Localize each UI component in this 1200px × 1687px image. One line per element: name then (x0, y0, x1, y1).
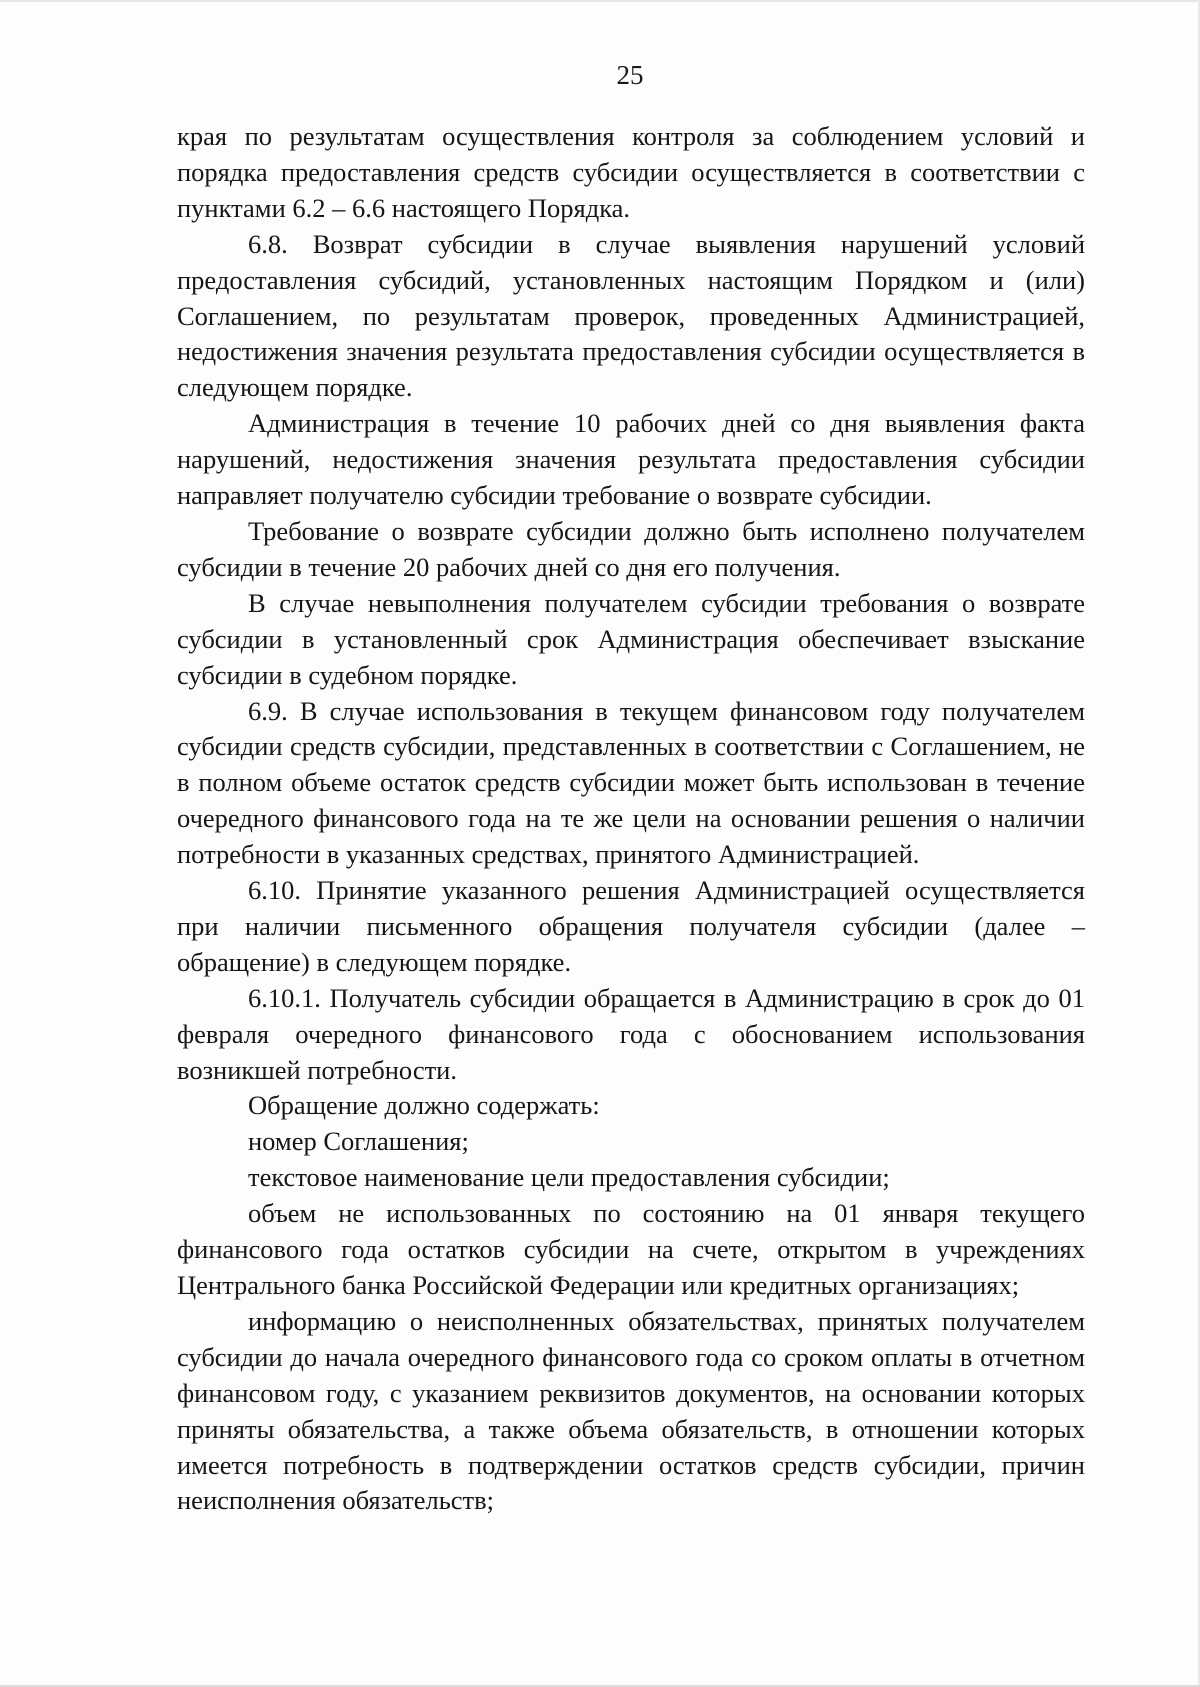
paragraph-6-9: 6.9. В случае использования в текущем финансовом году получателем субсидии средств субсидии, представленных в соответствии с Соглашением, не в полном объеме остаток средств субсидии может быть использован в течение очередного финансового года на те же цели на основании решения о наличии потребности в указанных средствах, принятого Администрацией. (177, 695, 1085, 870)
paragraph-6-10: 6.10. Принятие указанного решения Администрацией осуществляется при наличии письменного обращения получателя субсидии (далее – обращение) в следующем порядке. (177, 875, 1085, 977)
paragraph-6-8: 6.8. Возврат субсидии в случае выявления нарушений условий предоставления субсидий, установленных настоящим Порядком и (или) Соглашением, по результатам проверок, проведенных Администрацией, недостижения значения результата предоставления субсидии осуществляется в следующем порядке. (177, 228, 1085, 403)
document-body (177, 119, 1085, 1519)
paragraph-6-10-1: 6.10.1. Получатель субсидии обращается в Администрацию в срок до 01 февраля очередного финансового года с обоснованием использования возникшей потребности. (177, 982, 1085, 1085)
page-number: 25 (616, 60, 644, 90)
paragraph-request-contents: Обращение должно содержать: (248, 1090, 600, 1121)
paragraph-administration-10-days: Администрация в течение 10 рабочих дней со дня выявления факта нарушений, недостижения значения результата предоставления субсидии направляет получателю субсидии требование о возврате субсидии. (177, 408, 1085, 511)
paragraph-requirement-20-days: Требование о возврате субсидии должно быть исполнено получателем субсидии в течение 20 рабочих дней со дня его получения. (177, 515, 1085, 582)
paragraph-continuation: края по результатам осуществления контроля за соблюдением условий и порядка предоставления средств субсидии осуществляется в соответствии с пунктами 6.2 – 6.6 настоящего Порядка. (177, 121, 1085, 223)
paragraph-agreement-number: номер Соглашения; (248, 1126, 469, 1157)
paragraph-court-recovery: В случае невыполнения получателем субсидии требования о возврате субсидии в установленный срок Администрация обеспечивает взыскание субсидии в судебном порядке. (177, 587, 1085, 690)
paragraph-purpose-name: текстовое наименование цели предоставления субсидии; (248, 1162, 890, 1193)
paragraph-unused-balance: объем не использованных по состоянию на 01 января текущего финансового года остатков субсидии на счете, открытом в учреждениях Центрального банка Российской Федерации или кредитных организациях; (177, 1198, 1085, 1300)
scan-edge-top (0, 0, 1200, 2)
paragraph-unfulfilled-obligations: информацию о неисполненных обязательствах, принятых получателем субсидии до начала очередного финансового года со сроком оплаты в отчетном финансовом году, с указанием реквизитов документов, на основании которых приняты обязательства, а также объема обязательств, в отношении которых имеется потребность в подтверждении остатков средств субсидии, причин неисполнения обязательств; (177, 1305, 1085, 1516)
